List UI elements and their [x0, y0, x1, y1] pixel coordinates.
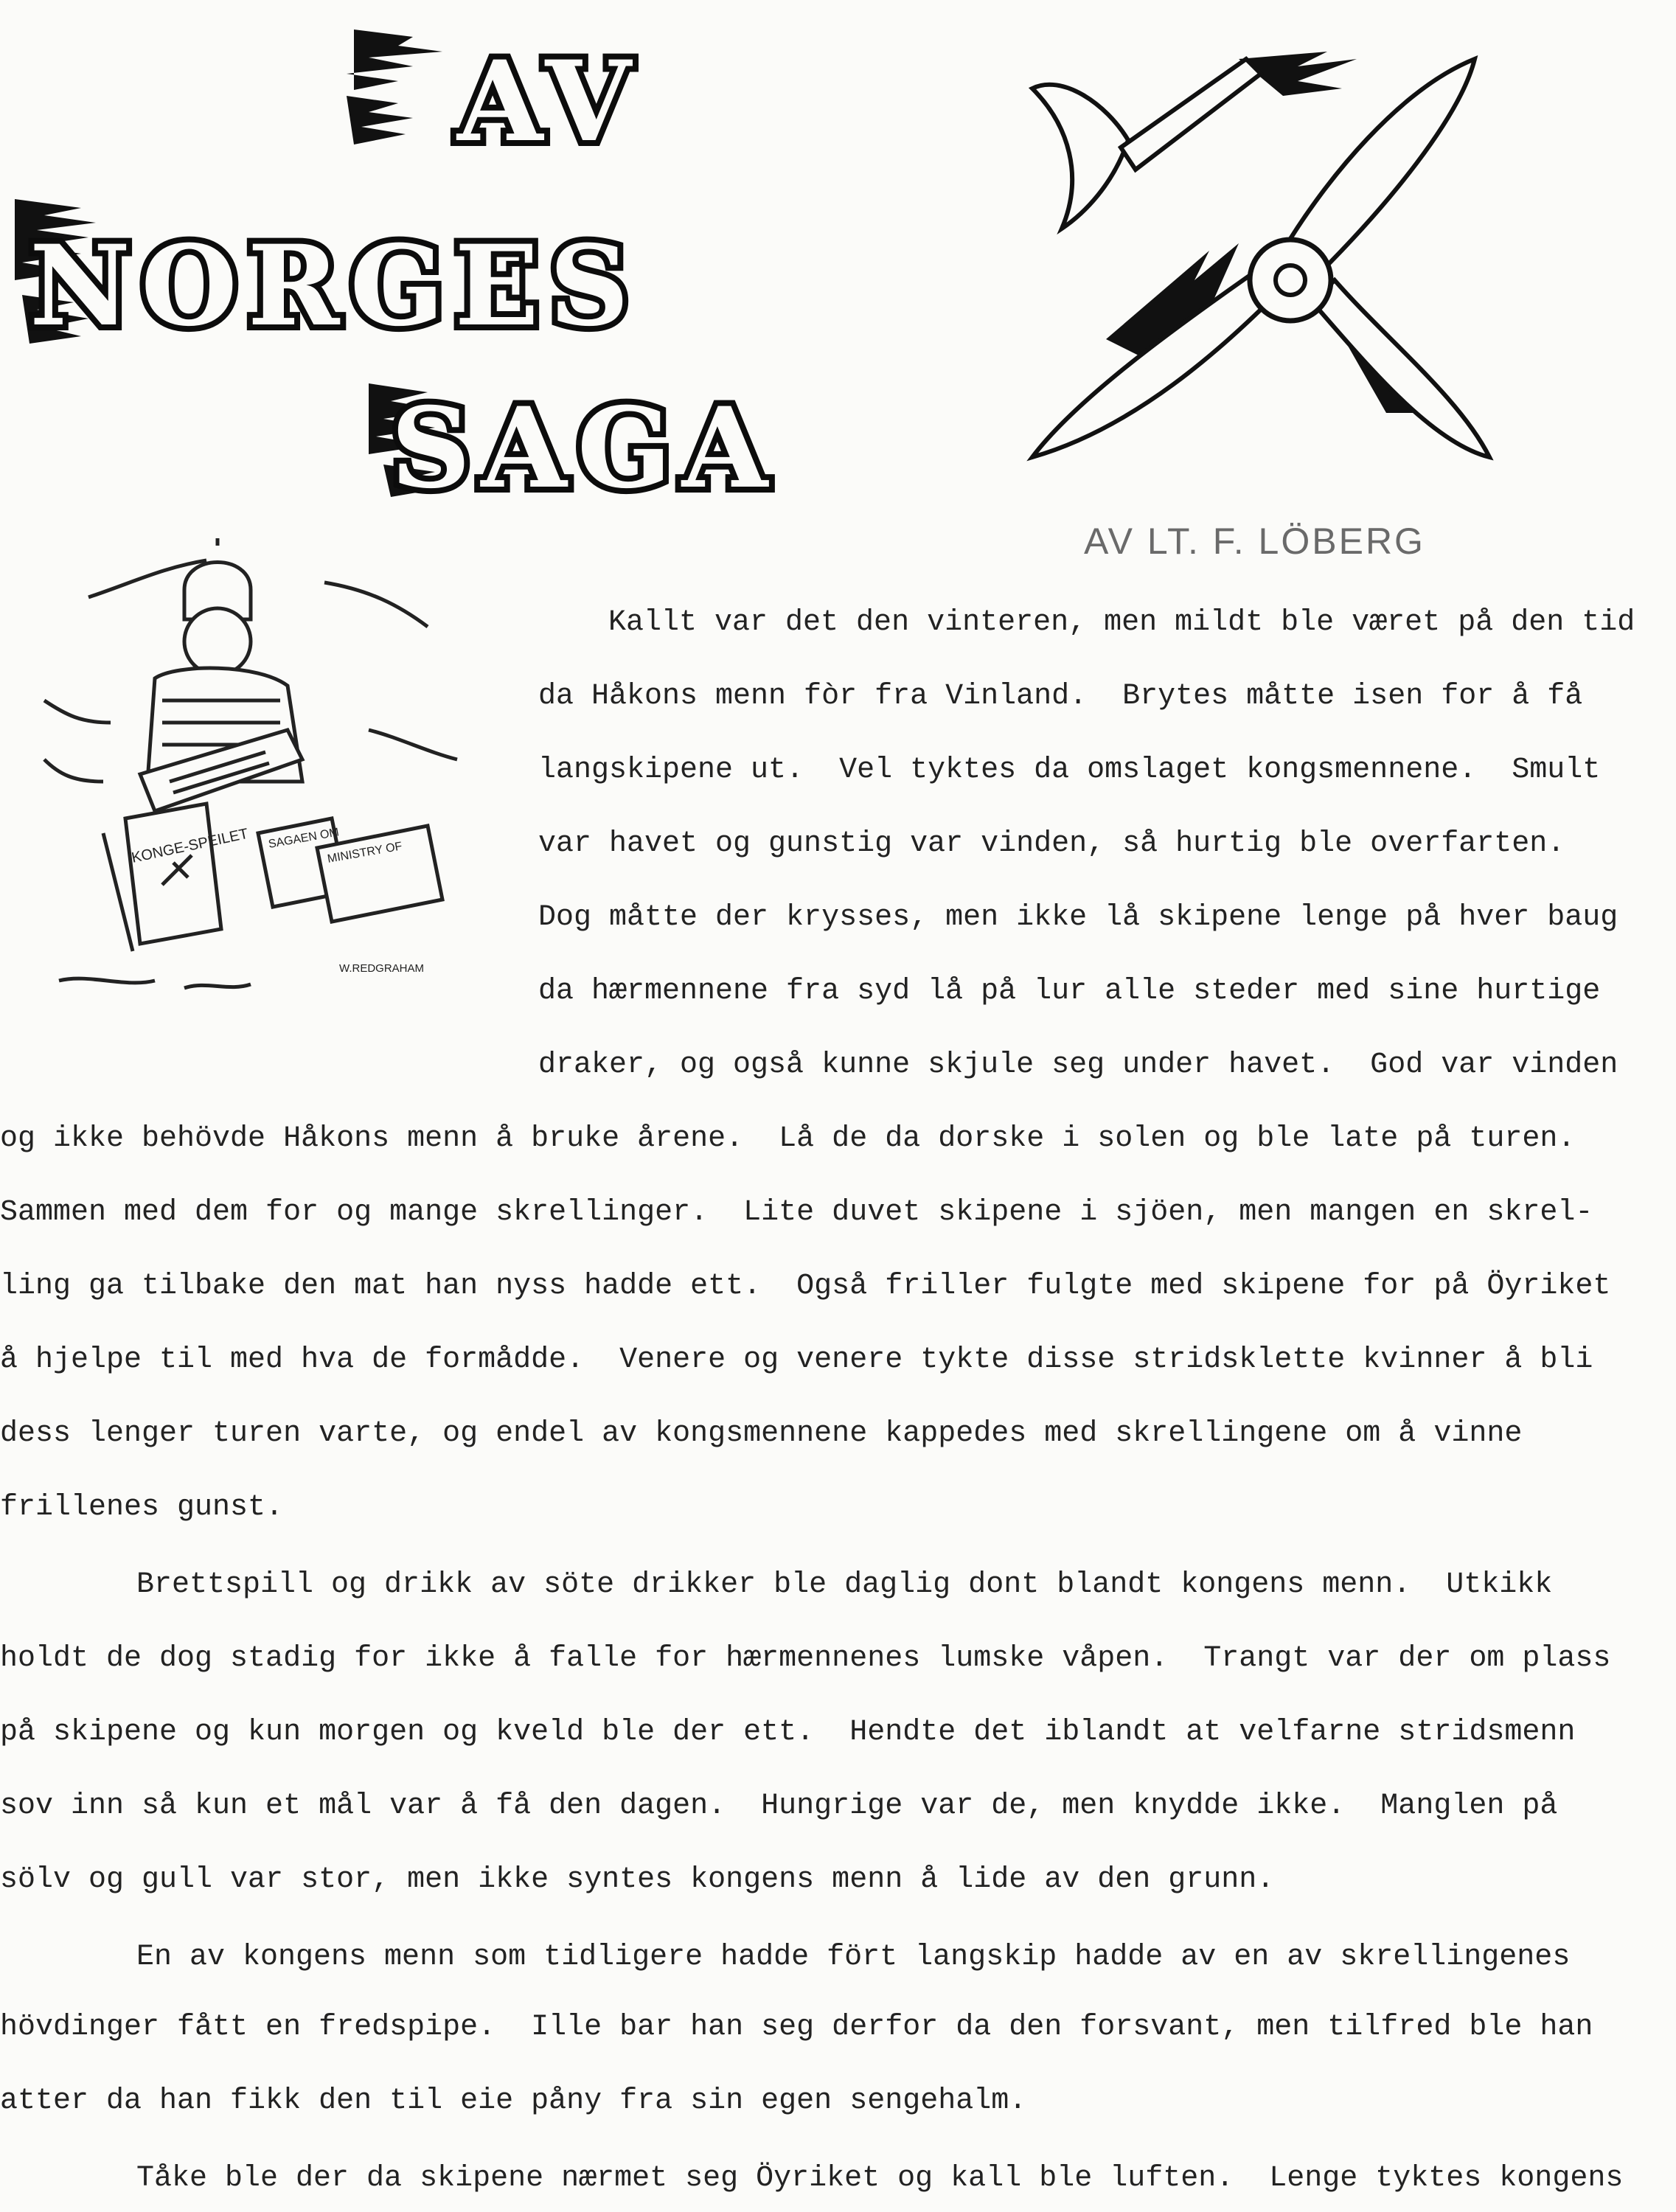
text-line: Tåke ble der da skipene nærmet seg Öyriket og kall ble luften. Lenge tyktes kongens [136, 2162, 1624, 2195]
viking-illustration [15, 538, 472, 1010]
axe-blade [1032, 85, 1128, 229]
axe-handle [1121, 59, 1261, 170]
title-artwork [0, 0, 959, 516]
text-line: atter da han fikk den til eie påny fra sin egen sengehalm. [0, 2084, 1027, 2118]
text-line: draker, og også kunne skjule seg under havet. God var vinden [538, 1048, 1618, 1082]
text-line: dess lenger turen varte, og endel av kongsmennene kappedes med skrellingene om å vinne [0, 1417, 1523, 1450]
text-line: frillenes gunst. [0, 1491, 284, 1524]
emblem-svg [1018, 29, 1548, 501]
text-line: sov inn så kun et mål var å få den dagen. Hungrige var de, men knydde ikke. Manglen på [0, 1790, 1558, 1823]
text-line: hövdinger fått en fredspipe. Ille bar han seg derfor da den forsvant, men tilfred ble han [0, 2011, 1593, 2044]
text-line: holdt de dog stadig for ikke å falle for hærmennenes lumske våpen. Trangt var der om plass [0, 1642, 1611, 1675]
illustration-svg [15, 538, 472, 1010]
text-line: Kallt var det den vinteren, men mildt ble været på den tid [608, 606, 1635, 639]
text-line: og ikke behövde Håkons menn å bruke årene. Lå de da dorske i solen og ble late på turen. [0, 1122, 1576, 1155]
text-line: på skipene og kun morgen og kveld ble der ett. Hendte det iblandt at velfarne stridsmenn [0, 1716, 1576, 1749]
text-line: da Håkons menn fòr fra Vinland. Brytes måtte isen for å få [538, 680, 1583, 713]
byline: AV LT. F. LÖBERG [1084, 521, 1425, 562]
text-line: Dog måtte der krysses, men ikke lå skipene lenge på hver baug [538, 901, 1618, 934]
title-line-1: AV [457, 37, 641, 167]
axe-propeller-emblem [1018, 29, 1548, 501]
text-line: sölv og gull var stor, men ikke syntes kongens menn å lide av den grunn. [0, 1863, 1275, 1896]
text-line: ling ga tilbake den mat han nyss hadde ett. Også friller fulgte med skipene for på Öyriket [0, 1270, 1611, 1303]
text-line: å hjelpe til med hva de formådde. Venere og venere tykte disse stridsklette kvinner å bli [0, 1343, 1593, 1377]
book-label-3: MINISTRY OF [326, 840, 403, 866]
book-label-1: KONGE-SPEILET [130, 825, 250, 866]
book-label-2: SAGAEN OM [267, 826, 341, 851]
illustrator-signature: W.REDGRAHAM [339, 962, 425, 975]
title-line-3: SAGA [391, 383, 779, 513]
text-line: var havet og gunstig var vinden, så hurtig ble overfarten. [538, 827, 1565, 860]
text-line: Sammen med dem for og mange skrellinger. Lite duvet skipene i sjöen, men mangen en skrel- [0, 1196, 1593, 1229]
axe-lower-handle [1312, 280, 1489, 457]
text-line: En av kongens menn som tidligere hadde fört langskip hadde av en av skrellingenes [136, 1941, 1571, 1974]
title-line-2: NORGES [29, 221, 640, 351]
text-line: langskipene ut. Vel tyktes da omslaget kongsmennene. Smult [538, 754, 1601, 787]
title-svg [0, 0, 959, 516]
text-line: Brettspill og drikk av söte drikker ble daglig dont blandt kongens menn. Utkikk [136, 1568, 1553, 1601]
text-line: da hærmennene fra syd lå på lur alle steder med sine hurtige [538, 975, 1601, 1008]
